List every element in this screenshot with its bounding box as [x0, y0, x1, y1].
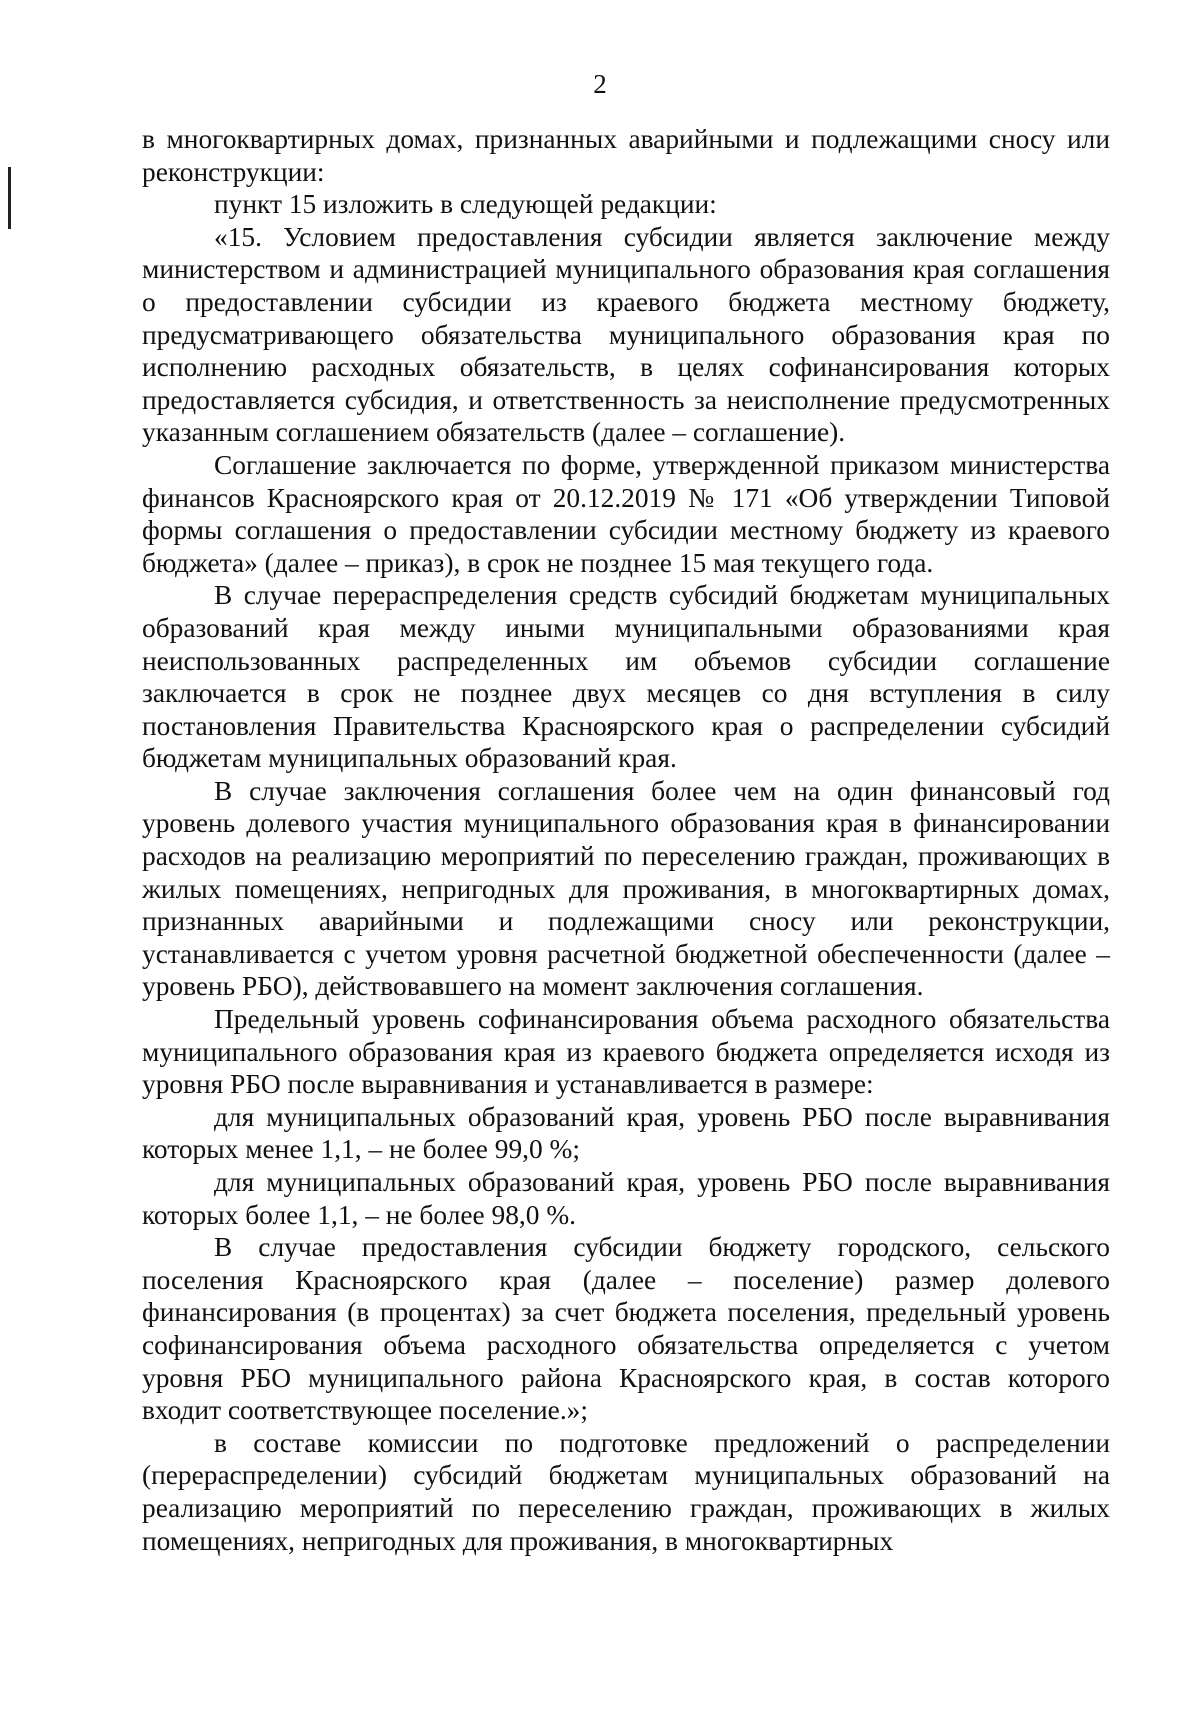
paragraph-commission: в составе комиссии по подготовке предложений о распределении (перераспределении) субсидий бюджетам муниципальных образований на реализацию мероприятий по переселению граждан, проживающих в жилых помещениях, непригодных для проживания, в многоквартирных: [142, 1427, 1110, 1556]
page-number: 2: [593, 69, 607, 99]
document-body: [142, 123, 1110, 1557]
paragraph-settlement-subsidy: В случае предоставления субсидии бюджету городского, сельского поселения Красноярского края (далее – поселение) размер долевого финансирования (в процентах) за счет бюджета поселения, предельный уровень софинансирования объема расходного обязательства определяется с учетом уровня РБО муниципального района Красноярского края, в состав которого входит соответствующее поселение.»;: [142, 1232, 1110, 1426]
paragraph-rbo-below: для муниципальных образований края, уровень РБО после выравнивания которых менее 1,1, – не более 99,0 %;: [142, 1101, 1110, 1165]
paragraph-agreement-form: Соглашение заключается по форме, утвержденной приказом министерства финансов Красноярского края от 20.12.2019 № 171 «Об утверждении Типовой формы соглашения о предоставлении субсидии местному бюджету из краевого бюджета» (далее – приказ), в срок не позднее 15 мая текущего года.: [142, 449, 1110, 578]
paragraph-clause-15: «15. Условием предоставления субсидии является заключение между министерством и администрацией муниципального образования края соглашения о предоставлении субсидии из краевого бюджета местному бюджету, предусматривающего обязательства муниципального образования края по исполнению расходных обязательств, в целях софинансирования которых предоставляется субсидия, и ответственность за неисполнение предусмотренных указанным соглашением обязательств (далее – соглашение).: [142, 221, 1110, 448]
paragraph-cofinancing-limit: Предельный уровень софинансирования объема расходного обязательства муниципального образования края из краевого бюджета определяется исходя из уровня РБО после выравнивания и устанавливается в размере:: [142, 1004, 1110, 1100]
paragraph-redistribution: В случае перераспределения средств субсидий бюджетам муниципальных образований края между иными муниципальными образованиями края неиспользованных распределенных им объемов субсидии соглашение заключается в срок не позднее двух месяцев со дня вступления в силу постановления Правительства Красноярского края о распределении субсидий бюджетам муниципальных образований края.: [142, 580, 1110, 774]
paragraph-multi-year-agreement: В случае заключения соглашения более чем на один финансовый год уровень долевого участия муниципального образования края в финансировании расходов на реализацию мероприятий по переселению граждан, проживающих в жилых помещениях, непригодных для проживания, в многоквартирных домах, признанных аварийными и подлежащими сносу или реконструкции, устанавливается с учетом уровня расчетной бюджетной обеспеченности (далее – уровень РБО), действовавшего на момент заключения соглашения.: [142, 775, 1110, 1002]
scan-edge-mark: [8, 167, 11, 229]
paragraph-continuation: в многоквартирных домах, признанных аварийными и подлежащими сносу или реконструкции:: [142, 124, 1110, 187]
paragraph-rbo-above: для муниципальных образований края, уровень РБО после выравнивания которых более 1,1, – не более 98,0 %.: [142, 1167, 1110, 1230]
paragraph-amendment-instruction: пункт 15 изложить в следующей редакции:: [214, 189, 717, 220]
